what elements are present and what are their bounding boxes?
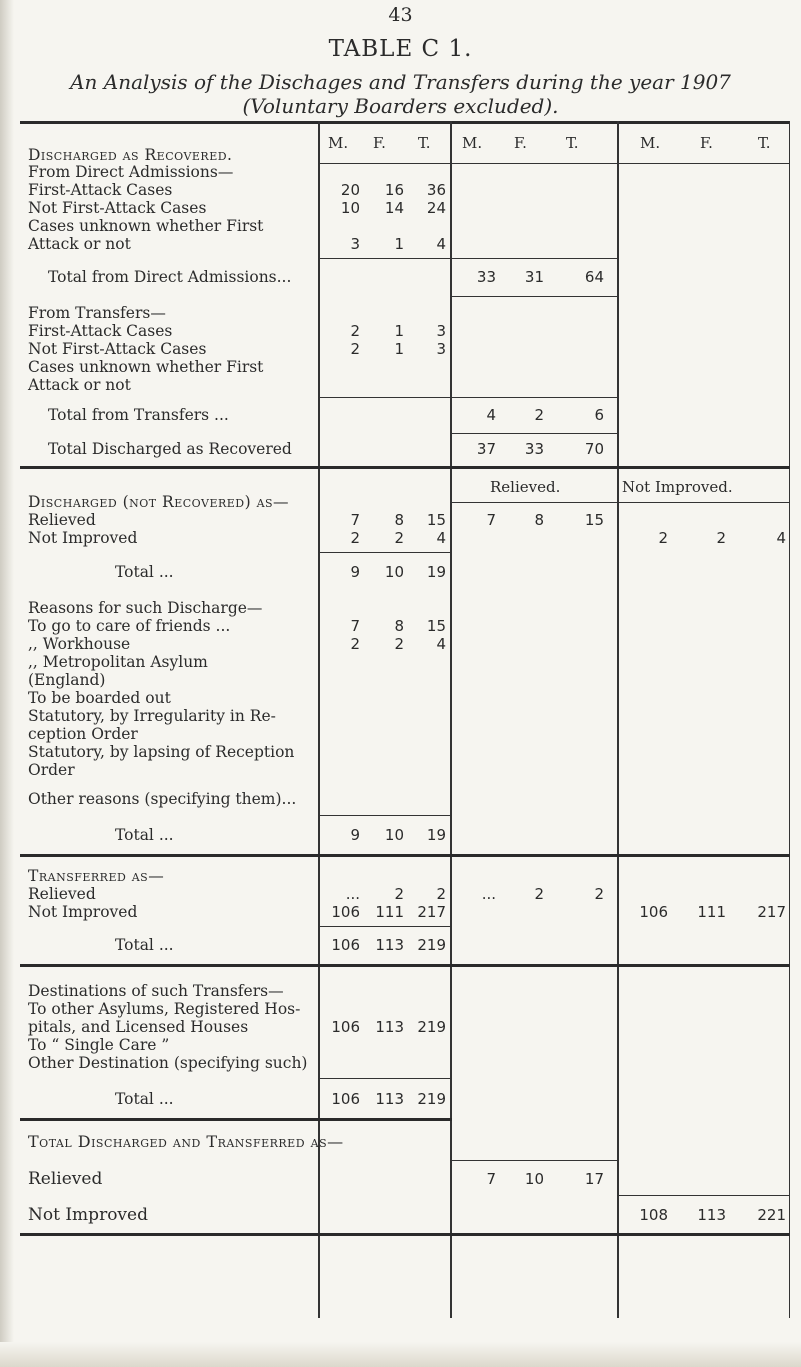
hdr-m-2: M. bbox=[462, 134, 483, 152]
value-cell: 2 bbox=[534, 406, 544, 424]
unknown-label-2: Attack or not bbox=[28, 235, 131, 253]
page-number: 43 bbox=[388, 4, 413, 26]
value-cell: 33 bbox=[524, 440, 544, 458]
stat-lapse-label-2: Order bbox=[28, 761, 75, 779]
value-cell: 2 bbox=[350, 529, 360, 547]
section-rule-3 bbox=[20, 964, 790, 967]
unknown-label-1: Cases unknown whether First bbox=[28, 217, 264, 235]
rule-dest bbox=[318, 1078, 450, 1079]
reasons-total-label: Total ... bbox=[115, 826, 174, 844]
not-first-attack-label: Not First-Attack Cases bbox=[28, 199, 207, 217]
tf-relieved-label: Relieved bbox=[28, 885, 96, 903]
value-cell: 111 bbox=[697, 903, 726, 921]
value-cell: 24 bbox=[426, 199, 446, 217]
value-cell: 2 bbox=[350, 340, 360, 358]
value-cell: 7 bbox=[486, 1170, 496, 1188]
rule-tf bbox=[318, 926, 450, 927]
boarded-label: To be boarded out bbox=[28, 689, 171, 707]
section-rule-2 bbox=[20, 854, 790, 857]
value-cell: 106 bbox=[331, 936, 360, 954]
stat-irreg-label-2: ception Order bbox=[28, 725, 138, 743]
hdr-f-2: F. bbox=[514, 134, 527, 152]
rule-direct-2 bbox=[450, 296, 617, 297]
value-cell: 37 bbox=[476, 440, 496, 458]
value-cell: 3 bbox=[436, 340, 446, 358]
value-cell: 4 bbox=[776, 529, 786, 547]
dest-total-label: Total ... bbox=[115, 1090, 174, 1108]
value-cell: 2 bbox=[350, 635, 360, 653]
value-cell: 221 bbox=[757, 1206, 786, 1224]
value-cell: 8 bbox=[534, 511, 544, 529]
value-cell: 15 bbox=[584, 511, 604, 529]
tf-total-label: Total ... bbox=[115, 936, 174, 954]
recovered-heading: Discharged as Recovered. bbox=[28, 146, 233, 164]
col-sep-2 bbox=[450, 121, 452, 1318]
single-care-label: To “ Single Care ” bbox=[28, 1036, 170, 1054]
hdr-m-3: M. bbox=[640, 134, 661, 152]
total-discharged-label: Total Discharged as Recovered bbox=[48, 440, 292, 458]
value-cell: 16 bbox=[384, 181, 404, 199]
rule-nr bbox=[318, 552, 450, 553]
value-cell: 9 bbox=[350, 563, 360, 581]
value-cell: 10 bbox=[384, 826, 404, 844]
page-bottom-edge bbox=[0, 1342, 801, 1367]
asylums-label-2: pitals, and Licensed Houses bbox=[28, 1018, 249, 1036]
hdr-f-3: F. bbox=[700, 134, 713, 152]
subtitle-line-1: An Analysis of the Dischages and Transfers during the year 1907 bbox=[70, 70, 731, 94]
value-cell: 2 bbox=[394, 635, 404, 653]
subtitle-line-2: (Voluntary Boarders excluded). bbox=[242, 94, 559, 118]
value-cell: 8 bbox=[394, 617, 404, 635]
value-cell: 2 bbox=[594, 885, 604, 903]
nr-total-label: Total ... bbox=[115, 563, 174, 581]
value-cell: 113 bbox=[375, 1018, 404, 1036]
right-border bbox=[789, 121, 790, 1318]
value-cell: 1 bbox=[394, 235, 404, 253]
reasons-label: Reasons for such Discharge— bbox=[28, 599, 263, 617]
other-reasons-label: Other reasons (specifying them)... bbox=[28, 790, 297, 808]
table-subtitle bbox=[0, 70, 801, 118]
rule-grand-2 bbox=[617, 1195, 789, 1196]
bottom-border bbox=[20, 1233, 790, 1236]
care-friends-label: To go to care of friends ... bbox=[28, 617, 231, 635]
value-cell: 7 bbox=[350, 511, 360, 529]
value-cell: 64 bbox=[584, 268, 604, 286]
value-cell: 106 bbox=[639, 903, 668, 921]
value-cell: 217 bbox=[417, 903, 446, 921]
page-edge bbox=[0, 0, 14, 1367]
value-cell: 2 bbox=[394, 529, 404, 547]
hdr-m-1: M. bbox=[328, 134, 349, 152]
value-cell: 19 bbox=[426, 826, 446, 844]
value-cell: 106 bbox=[331, 1018, 360, 1036]
value-cell: 4 bbox=[486, 406, 496, 424]
t-unknown-label-2: Attack or not bbox=[28, 376, 131, 394]
value-cell: 10 bbox=[384, 563, 404, 581]
t-not-first-attack-label: Not First-Attack Cases bbox=[28, 340, 207, 358]
value-cell: 19 bbox=[426, 563, 446, 581]
value-cell: 111 bbox=[375, 903, 404, 921]
value-cell: 7 bbox=[486, 511, 496, 529]
col-sep-3 bbox=[617, 121, 619, 1318]
relieved-header-rule bbox=[450, 502, 789, 503]
asylums-label-1: To other Asylums, Registered Hos- bbox=[28, 1000, 301, 1018]
not-recovered-heading: Discharged (not Recovered) as— bbox=[28, 493, 290, 511]
value-cell: 31 bbox=[524, 268, 544, 286]
value-cell: 113 bbox=[375, 936, 404, 954]
section-rule-4 bbox=[20, 1118, 452, 1121]
total-direct-label: Total from Direct Admissions... bbox=[48, 268, 292, 286]
value-cell: 36 bbox=[426, 181, 446, 199]
first-attack-label: First-Attack Cases bbox=[28, 181, 173, 199]
section-rule-1 bbox=[20, 466, 790, 469]
value-cell: 106 bbox=[331, 903, 360, 921]
t-unknown-label-1: Cases unknown whether First bbox=[28, 358, 264, 376]
total-transfers-label: Total from Transfers ... bbox=[48, 406, 229, 424]
relieved-header: Relieved. bbox=[490, 478, 561, 496]
destinations-label: Destinations of such Transfers— bbox=[28, 982, 284, 1000]
value-cell: 33 bbox=[476, 268, 496, 286]
value-cell: 3 bbox=[436, 322, 446, 340]
grand-relieved-label: Relieved bbox=[28, 1169, 103, 1189]
stat-lapse-label-1: Statutory, by lapsing of Reception bbox=[28, 743, 295, 761]
table-title: TABLE C 1. bbox=[328, 36, 473, 62]
metro-label-2: (England) bbox=[28, 671, 106, 689]
value-cell: 2 bbox=[350, 322, 360, 340]
value-cell: 9 bbox=[350, 826, 360, 844]
value-cell: 2 bbox=[716, 529, 726, 547]
stat-irreg-label-1: Statutory, by Irregularity in Re- bbox=[28, 707, 276, 725]
value-cell: 1 bbox=[394, 322, 404, 340]
rule-grand bbox=[450, 1160, 617, 1161]
grand-heading: Total Discharged and Transferred as— bbox=[28, 1132, 344, 1151]
metro-label-1: ,, Metropolitan Asylum bbox=[28, 653, 208, 671]
value-cell: 217 bbox=[757, 903, 786, 921]
rule-reasons bbox=[318, 815, 450, 816]
hdr-t-1: T. bbox=[418, 134, 431, 152]
hdr-f-1: F. bbox=[373, 134, 386, 152]
from-direct-label: From Direct Admissions— bbox=[28, 163, 234, 181]
value-cell: 219 bbox=[417, 936, 446, 954]
value-cell: 113 bbox=[375, 1090, 404, 1108]
transferred-heading: Transferred as— bbox=[28, 867, 165, 885]
value-cell: 14 bbox=[384, 199, 404, 217]
value-cell: 70 bbox=[584, 440, 604, 458]
grand-not-improved-label: Not Improved bbox=[28, 1205, 148, 1225]
value-cell: 113 bbox=[697, 1206, 726, 1224]
value-cell: 2 bbox=[534, 885, 544, 903]
value-cell: 4 bbox=[436, 529, 446, 547]
value-cell: 6 bbox=[594, 406, 604, 424]
value-cell: 108 bbox=[639, 1206, 668, 1224]
other-dest-label: Other Destination (specifying such) bbox=[28, 1054, 308, 1072]
rule-transfers bbox=[318, 397, 617, 398]
value-cell: 4 bbox=[436, 635, 446, 653]
top-border bbox=[20, 121, 790, 124]
hdr-t-3: T. bbox=[758, 134, 771, 152]
value-cell: 2 bbox=[394, 885, 404, 903]
workhouse-label: ,, Workhouse bbox=[28, 635, 131, 653]
value-cell: 219 bbox=[417, 1090, 446, 1108]
value-cell: 4 bbox=[436, 235, 446, 253]
rule-direct bbox=[318, 258, 617, 259]
value-cell: 106 bbox=[331, 1090, 360, 1108]
hdr-t-2: T. bbox=[566, 134, 579, 152]
rule-transfers-2 bbox=[450, 433, 617, 434]
value-cell: 2 bbox=[658, 529, 668, 547]
value-cell: 1 bbox=[394, 340, 404, 358]
value-cell: 15 bbox=[426, 511, 446, 529]
value-cell: 2 bbox=[436, 885, 446, 903]
value-cell: 10 bbox=[524, 1170, 544, 1188]
value-cell: ... bbox=[481, 885, 496, 903]
from-transfers-label: From Transfers— bbox=[28, 304, 166, 322]
value-cell: 3 bbox=[350, 235, 360, 253]
value-cell: 7 bbox=[350, 617, 360, 635]
value-cell: 8 bbox=[394, 511, 404, 529]
t-first-attack-label: First-Attack Cases bbox=[28, 322, 173, 340]
value-cell: 15 bbox=[426, 617, 446, 635]
value-cell: 219 bbox=[417, 1018, 446, 1036]
not-improved-header: Not Improved. bbox=[622, 478, 733, 496]
value-cell: 20 bbox=[340, 181, 360, 199]
nr-not-improved-label: Not Improved bbox=[28, 529, 138, 547]
value-cell: 10 bbox=[340, 199, 360, 217]
value-cell: ... bbox=[345, 885, 360, 903]
tf-not-improved-label: Not Improved bbox=[28, 903, 138, 921]
header-rule bbox=[318, 163, 789, 164]
value-cell: 17 bbox=[584, 1170, 604, 1188]
nr-relieved-label: Relieved bbox=[28, 511, 96, 529]
